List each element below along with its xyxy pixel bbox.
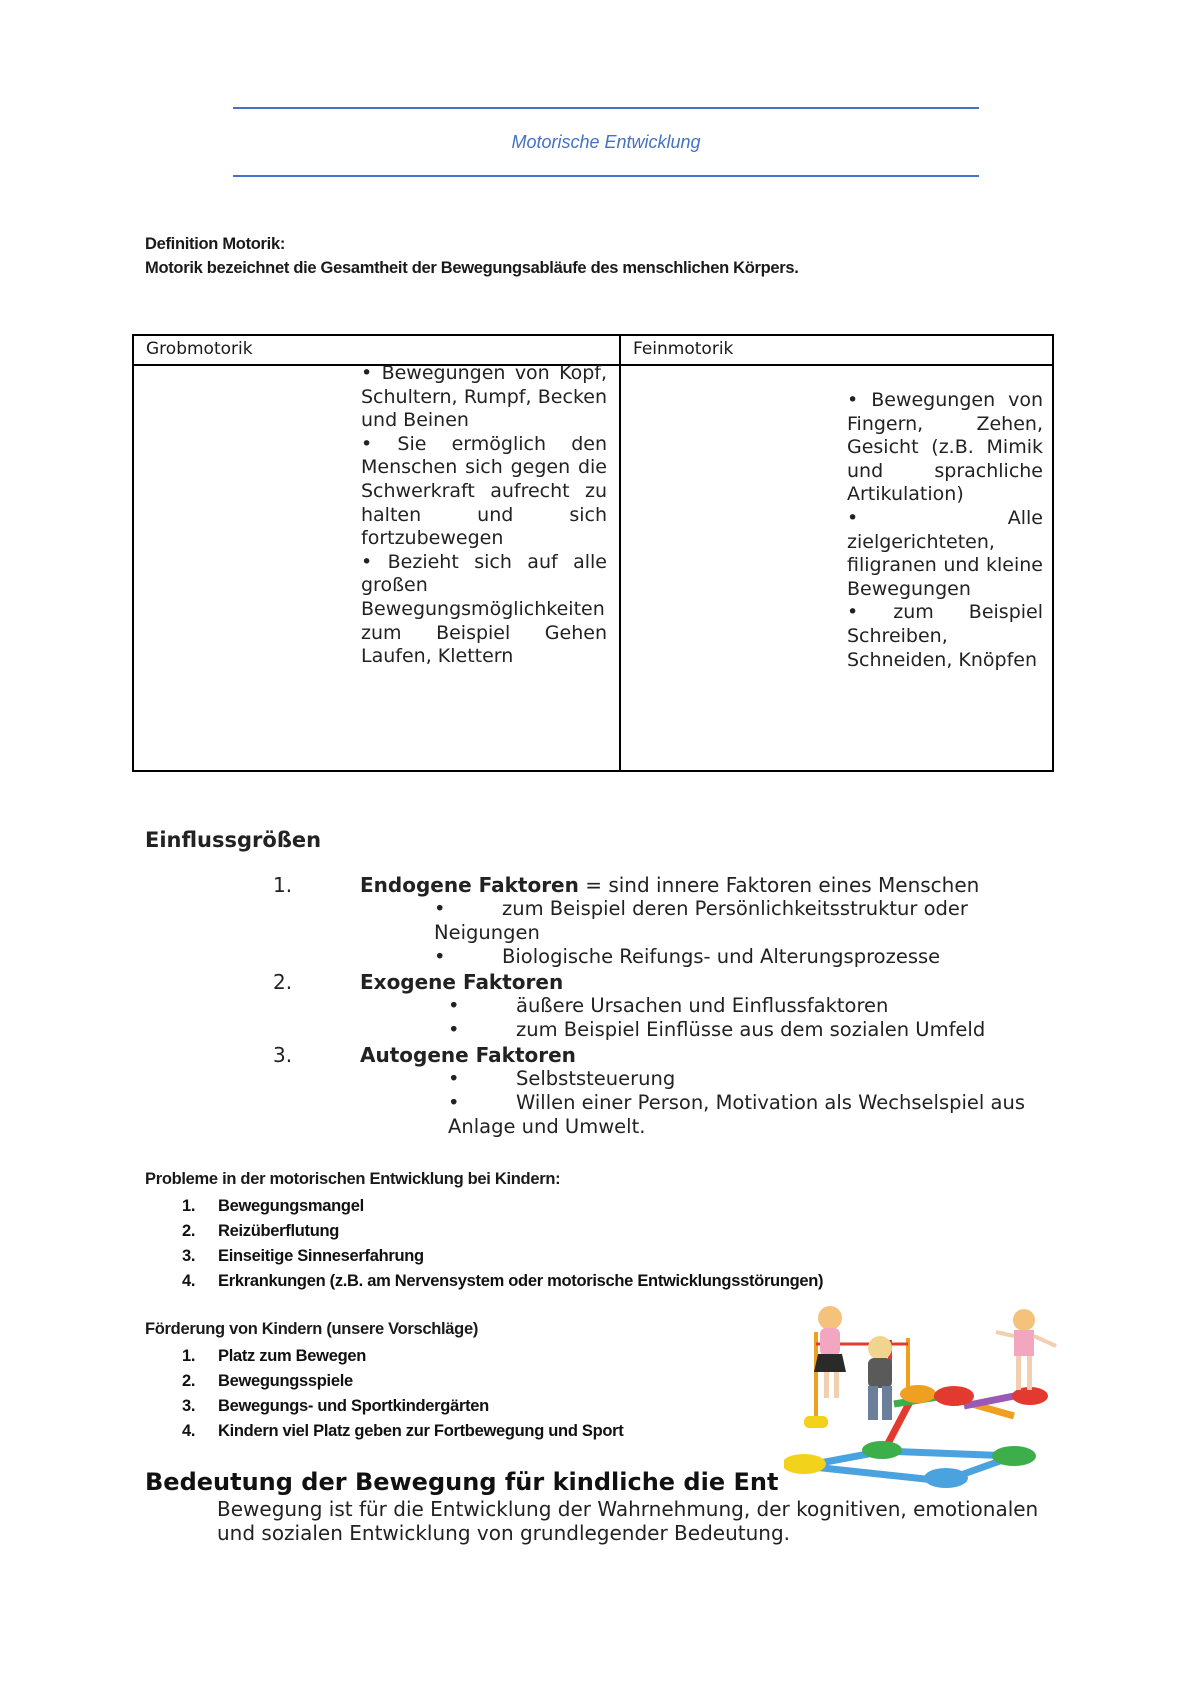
einfluss-item-1 xyxy=(360,873,979,897)
bullet: • xyxy=(361,550,373,573)
bullet: • xyxy=(448,1067,460,1090)
einfluss-title-2: Exogene Faktoren xyxy=(360,970,564,994)
bullet: • xyxy=(847,506,859,529)
grob-item-1: Bewegungen von Kopf, Schultern, Rumpf, Becken und Beinen xyxy=(361,362,607,432)
definition-label: Definition Motorik: xyxy=(145,235,286,253)
einfluss-item-2 xyxy=(360,970,563,994)
table-header-feinmotorik: Feinmotorik xyxy=(620,335,1053,365)
bullet: • xyxy=(434,945,446,968)
list-item xyxy=(361,433,607,551)
bullet: • xyxy=(448,1018,460,1041)
list-item xyxy=(847,601,1043,672)
einfluss-suffix-1: = sind innere Faktoren eines Menschen xyxy=(578,873,980,897)
bullet: • xyxy=(847,601,859,624)
einfluss-item-3 xyxy=(360,1043,576,1067)
bullet: • xyxy=(361,362,373,384)
einfluss-title-3: Autogene Faktoren xyxy=(360,1043,576,1067)
list-item: 1. Bewegungsmangel xyxy=(182,1197,364,1215)
grob-list xyxy=(361,362,607,669)
einfluss-title-1: Endogene Faktoren xyxy=(360,873,579,897)
einfluss-sub-3-1: • Selbststeuerung xyxy=(448,1067,676,1090)
list-item: 2. Reizüberflutung xyxy=(182,1222,340,1240)
header-rule-bottom xyxy=(233,175,979,177)
fein-list xyxy=(847,389,1043,672)
bullet: • xyxy=(361,432,373,455)
einfluss-num-2: 2. xyxy=(273,970,293,994)
list-item: 3. Einseitige Sinneserfahrung xyxy=(182,1247,424,1265)
list-item: 4. Erkrankungen (z.B. am Nervensystem oder motorische Entwicklungsstörungen) xyxy=(182,1272,824,1290)
bullet: • xyxy=(448,994,460,1017)
children-balance-play-image xyxy=(784,1296,1066,1496)
probleme-heading: Probleme in der motorischen Entwicklung bei Kindern: xyxy=(145,1170,561,1188)
list-item xyxy=(847,389,1043,507)
header-rule-top xyxy=(233,107,979,109)
list-item: 2. Bewegungsspiele xyxy=(182,1372,353,1390)
list-item xyxy=(847,507,1043,601)
grob-item-3: Bezieht sich auf alle großen Bewegungsmöglichkeiten zum Beispiel Gehen Laufen, Klettern xyxy=(361,550,607,668)
einfluss-heading: Einflussgrößen xyxy=(145,828,322,852)
bullet: • xyxy=(448,1091,460,1114)
definition-text: Motorik bezeichnet die Gesamtheit der Bewegungsabläufe des menschlichen Körpers. xyxy=(145,259,799,277)
einfluss-sub-3-2: • Willen einer Person, Motivation als Wechselspiel aus Anlage und Umwelt. xyxy=(448,1091,1025,1138)
page-header-title: Motorische Entwicklung xyxy=(511,132,701,152)
fein-item-3: zum Beispiel Schreiben, Schneiden, Knöpfen xyxy=(847,601,1043,671)
einfluss-sub-1-2: • Biologische Reifungs- und Alterungsprozesse xyxy=(434,945,941,968)
list-item xyxy=(361,551,607,669)
einfluss-sub-1-1: • zum Beispiel deren Persönlichkeitsstruktur oder Neigungen xyxy=(434,897,968,944)
list-item xyxy=(361,362,607,433)
list-item: 1. Platz zum Bewegen xyxy=(182,1347,367,1365)
fein-item-2: Alle zielgerichteten, filigranen und kleine Bewegungen xyxy=(847,506,1043,600)
bedeutung-heading: Bedeutung der Bewegung für kindliche die Ent xyxy=(145,1468,779,1496)
bedeutung-text: Bewegung ist für die Entwicklung der Wahrnehmung, der kognitiven, emotionalen und sozialen Entwicklung von grundlegender Bedeutung. xyxy=(217,1497,1039,1545)
fein-item-1: Bewegungen von Fingern, Zehen, Gesicht (z.B. Mimik und sprachliche Artikulation) xyxy=(847,389,1044,506)
einfluss-num-1: 1. xyxy=(273,873,293,897)
bullet: • xyxy=(434,897,446,920)
foerderung-heading: Förderung von Kindern (unsere Vorschläge) xyxy=(145,1320,479,1338)
einfluss-sub-2-2: • zum Beispiel Einflüsse aus dem sozialen Umfeld xyxy=(448,1018,986,1041)
bullet: • xyxy=(847,389,859,411)
list-item: 3. Bewegungs- und Sportkindergärten xyxy=(182,1397,489,1415)
einfluss-sub-2-1: • äußere Ursachen und Einflussfaktoren xyxy=(448,994,889,1017)
probleme-list xyxy=(182,1194,823,1294)
table-header-grobmotorik: Grobmotorik xyxy=(133,335,620,365)
grob-item-2: Sie ermöglich den Menschen sich gegen die Schwerkraft aufrecht zu halten und sich fortzubewegen xyxy=(361,432,607,550)
einfluss-num-3: 3. xyxy=(273,1043,293,1067)
list-item: 4. Kindern viel Platz geben zur Fortbewegung und Sport xyxy=(182,1422,624,1440)
foerderung-list xyxy=(182,1344,623,1444)
